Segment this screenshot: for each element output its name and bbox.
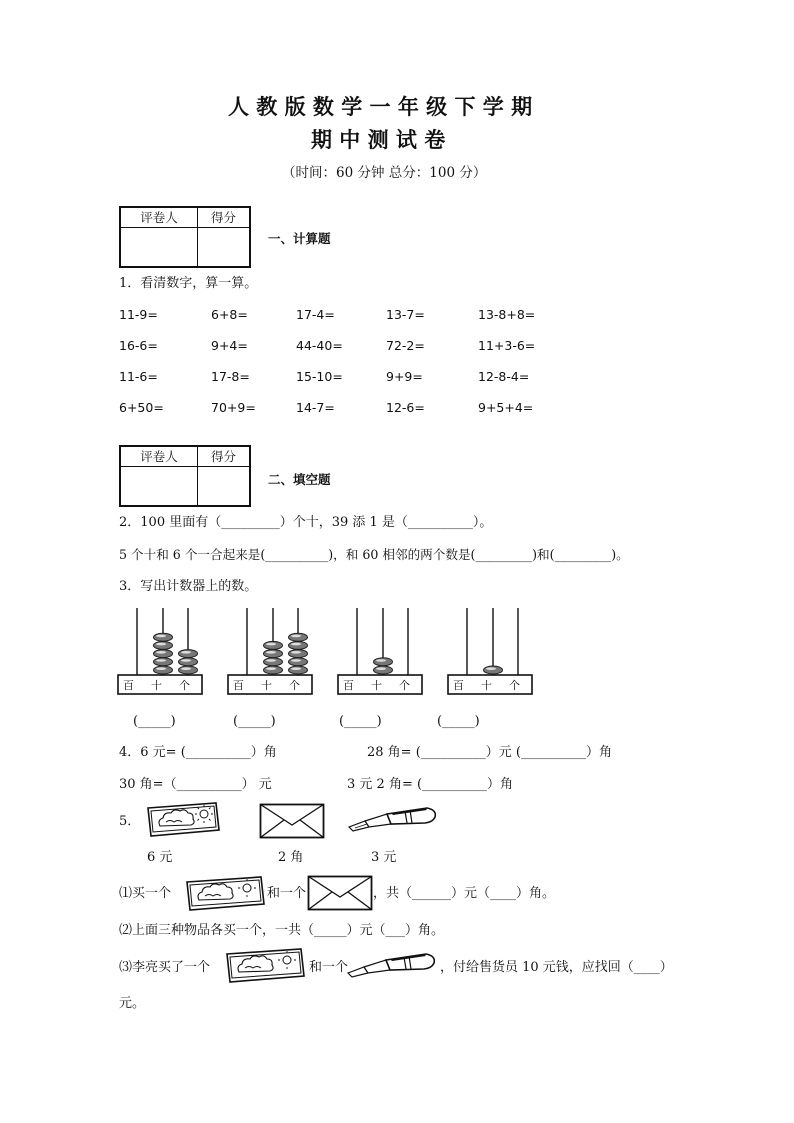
calc-problem: 9+4= [211, 338, 248, 353]
page-title: 人 教 版 数 学 一 年 级 下 学 期 [228, 94, 533, 119]
score-box-1 [119, 206, 251, 268]
abacus-bead [154, 658, 173, 666]
abacus-bead [374, 658, 393, 666]
abacus-bead-highlight [181, 659, 191, 662]
calc-problem: 15-10= [296, 369, 343, 384]
calc-problem: 72-2= [386, 338, 425, 353]
abacus-answer-3[interactable]: (_____) [339, 714, 382, 729]
grader-label: 评卷人 [120, 207, 197, 227]
abacus-answer-1[interactable]: (_____) [133, 714, 176, 729]
question-2b: 5 个十和 6 个一合起来是(__________)，和 60 相邻的两个数是(_________)和(_________)。 [119, 547, 629, 562]
abacus-label: 个 [289, 679, 300, 692]
question-4a-left: 4．6 元= (__________）角 [119, 745, 277, 760]
question-5-3-tail: 元。 [119, 996, 146, 1011]
abacus-bead [154, 633, 173, 641]
price-pen: 3 元 [371, 850, 397, 865]
abacus-bead [264, 658, 283, 666]
grader-cell[interactable] [120, 466, 197, 506]
abacus-bead-highlight [291, 643, 301, 646]
question-5-number: 5． [119, 814, 141, 829]
abacus-bead-highlight [376, 659, 386, 662]
abacus-bead-highlight [156, 667, 166, 670]
abacus-label: 百 [123, 679, 134, 692]
question-5-1-prefix: ⑴买一个 [119, 886, 172, 901]
section-heading-fill: 二、填空题 [268, 472, 331, 487]
abacus-bead-highlight [291, 667, 301, 670]
score-label: 得分 [197, 207, 250, 227]
score-box-2 [119, 445, 251, 507]
calc-problem: 17-8= [211, 369, 250, 384]
calc-problem: 17-4= [296, 307, 335, 322]
abacus-bead [264, 641, 283, 649]
abacus-group [115, 605, 545, 700]
abacus-bead-highlight [291, 659, 301, 662]
abacus-label: 百 [453, 679, 464, 692]
question-2a: 2．100 里面有（_________）个十，39 添 1 是（__________）。 [119, 515, 493, 530]
abacus-answer-2[interactable]: (_____) [233, 714, 276, 729]
abacus-bead-highlight [156, 651, 166, 654]
abacus-bead [179, 666, 198, 674]
envelope-icon [259, 803, 325, 839]
abacus-bead [289, 650, 308, 658]
abacus-bead [154, 666, 173, 674]
abacus-label: 个 [179, 679, 190, 692]
abacus-label: 个 [399, 679, 410, 692]
score-label: 得分 [197, 446, 250, 466]
calc-problem: 70+9= [211, 400, 256, 415]
abacus-bead [289, 641, 308, 649]
abacus-label: 百 [233, 679, 244, 692]
question-1: 1．看清数字，算一算。 [119, 276, 258, 291]
calc-problem: 6+8= [211, 307, 248, 322]
question-5-3-mid: 和一个 [309, 960, 349, 975]
calc-problem: 11-9= [119, 307, 158, 322]
question-5-1-mid: 和一个 [267, 886, 307, 901]
abacus-bead-highlight [181, 651, 191, 654]
calc-problem: 13-8+8= [478, 307, 536, 322]
calc-problem: 44-40= [296, 338, 343, 353]
calc-problem: 14-7= [296, 400, 335, 415]
question-5-1-suffix: ，共（______）元（____）角。 [373, 886, 556, 901]
calc-problem: 9+5+4= [478, 400, 534, 415]
calc-problem: 9+9= [386, 369, 423, 384]
abacus-bead-highlight [266, 643, 276, 646]
question-5-3-suffix: ，付给售货员 10 元钱，应找回（____） [440, 960, 673, 975]
calc-problem: 16-6= [119, 338, 158, 353]
abacus-bead [289, 666, 308, 674]
question-5-3-prefix: ⑶李亮买了一个 [119, 960, 211, 975]
abacus-label: 百 [343, 679, 354, 692]
abacus-bead [154, 641, 173, 649]
question-4a-right: 28 角= (__________）元 (__________）角 [367, 745, 612, 760]
calc-problem: 11+3-6= [478, 338, 536, 353]
fountain-pen-icon [347, 805, 439, 835]
abacus-label: 个 [509, 679, 520, 692]
price-envelope: 2 角 [278, 850, 304, 865]
abacus-bead-highlight [376, 667, 386, 670]
section-heading-calc: 一、计算题 [268, 231, 331, 246]
abacus-bead-highlight [486, 667, 496, 670]
grader-cell[interactable] [120, 227, 197, 267]
pencil-case-icon [223, 946, 307, 984]
page-subtitle: 期 中 测 试 卷 [311, 127, 446, 152]
calc-problem: 6+50= [119, 400, 164, 415]
score-cell[interactable] [197, 227, 250, 267]
question-4b-left: 30 角=（__________） 元 [119, 777, 272, 792]
abacus-bead [179, 650, 198, 658]
pencil-case-icon [183, 874, 267, 912]
abacus-bead [179, 658, 198, 666]
abacus-bead [264, 650, 283, 658]
abacus-bead [289, 658, 308, 666]
abacus-bead-highlight [266, 667, 276, 670]
abacus-label: 十 [481, 679, 492, 692]
abacus-bead [374, 666, 393, 674]
question-5-2: ⑵上面三种物品各买一个，一共（_____）元（___）角。 [119, 923, 445, 938]
score-cell[interactable] [197, 466, 250, 506]
abacus-bead [264, 666, 283, 674]
abacus-bead-highlight [266, 659, 276, 662]
question-3: 3．写出计数器上的数。 [119, 579, 258, 594]
abacus-bead [484, 666, 503, 674]
abacus-bead-highlight [181, 667, 191, 670]
question-4b-right: 3 元 2 角= (__________）角 [347, 777, 514, 792]
abacus-bead [154, 650, 173, 658]
calc-problem: 12-8-4= [478, 369, 530, 384]
envelope-icon [307, 875, 373, 911]
abacus-label: 十 [261, 679, 272, 692]
price-pencil-case: 6 元 [147, 850, 173, 865]
abacus-label: 十 [151, 679, 162, 692]
abacus-label: 十 [371, 679, 382, 692]
abacus-bead-highlight [291, 651, 301, 654]
abacus-bead-highlight [291, 635, 301, 638]
fountain-pen-icon [346, 951, 438, 981]
abacus-bead-highlight [156, 635, 166, 638]
exam-meta: （时间：60 分钟 总分：100 分） [282, 165, 487, 181]
calc-problem: 11-6= [119, 369, 158, 384]
abacus-bead-highlight [156, 659, 166, 662]
pencil-case-icon [142, 800, 222, 838]
abacus-bead [289, 633, 308, 641]
calc-problem: 13-7= [386, 307, 425, 322]
calc-problem: 12-6= [386, 400, 425, 415]
abacus-bead-highlight [156, 643, 166, 646]
abacus-bead-highlight [266, 651, 276, 654]
grader-label: 评卷人 [120, 446, 197, 466]
abacus-answer-4[interactable]: (_____) [437, 714, 480, 729]
